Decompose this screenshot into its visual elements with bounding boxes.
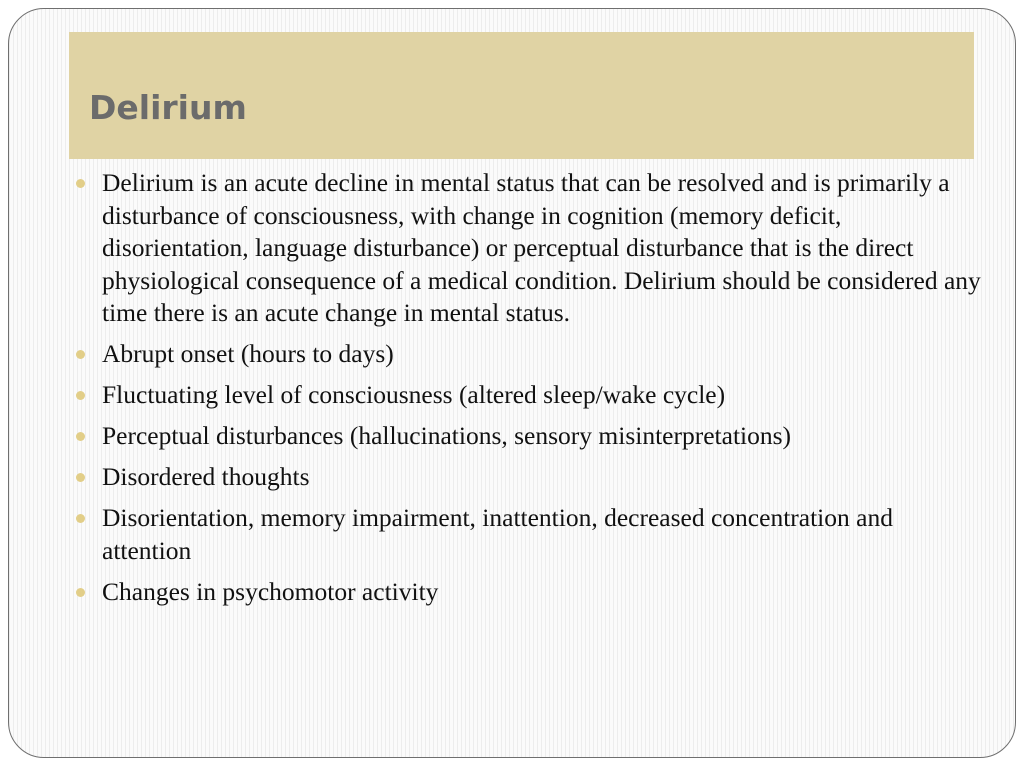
bullet-list [73, 167, 983, 617]
bullet-text: Disordered thoughts [102, 462, 310, 491]
bullet-text: Disorientation, memory impairment, inattention, decreased concentration and attention [102, 503, 893, 565]
list-item [73, 461, 983, 494]
list-item [73, 502, 983, 567]
slide [8, 8, 1016, 758]
bullet-text: Delirium is an acute decline in mental status that can be resolved and is primarily a disturbance of consciousness, with change in cognition (memory deficit, disorientation, language disturbance) or perceptual disturbance that is the direct physiological consequence of a medical condition. Delirium should be considered any time there is an acute change in mental status. [102, 168, 981, 327]
bullet-icon [76, 179, 85, 188]
bullet-icon [76, 473, 85, 482]
bullet-icon [76, 350, 85, 359]
bullet-icon [76, 391, 85, 400]
bullet-text: Changes in psychomotor activity [102, 576, 439, 606]
list-item [73, 379, 983, 412]
bullet-text: Abrupt onset (hours to days) [102, 339, 394, 368]
bullet-text: Perceptual disturbances (hallucinations, sensory misinterpretations) [102, 421, 792, 450]
list-item [73, 576, 983, 609]
bullet-icon [76, 432, 85, 441]
list-item [73, 338, 983, 371]
bullet-text: Fluctuating level of consciousness (altered sleep/wake cycle) [102, 380, 726, 409]
title-band [69, 32, 974, 159]
list-item [73, 167, 983, 330]
bullet-icon [76, 588, 85, 597]
bullet-icon [76, 514, 85, 523]
list-item [73, 420, 983, 453]
slide-title: Delirium [89, 88, 247, 127]
